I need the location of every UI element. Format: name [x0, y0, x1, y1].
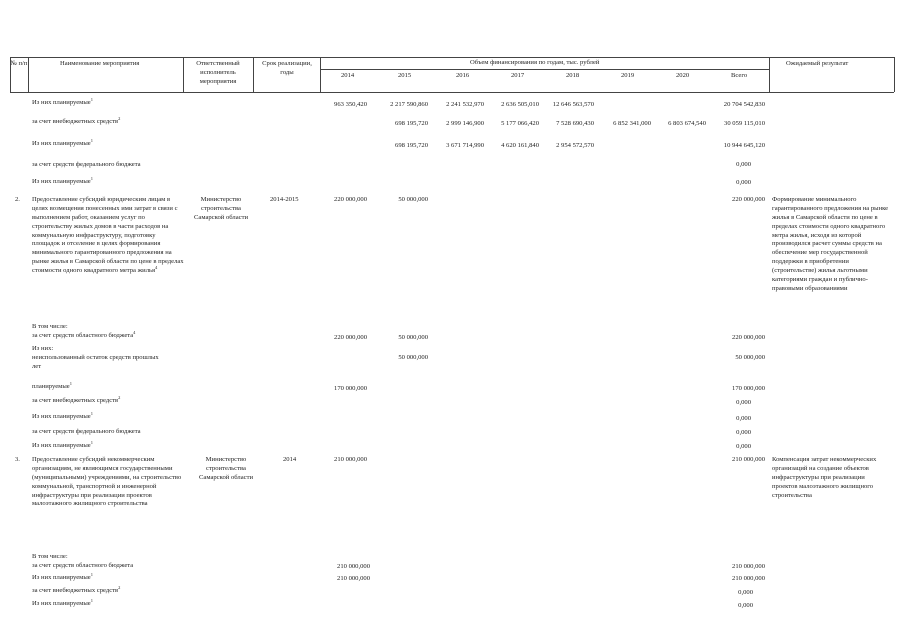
item-number: 3. — [15, 456, 20, 463]
cell-2016: 2 241 532,970 — [446, 101, 484, 108]
header-year-2015: 2015 — [398, 72, 412, 79]
row-label: Из них планируемые$^1$ — [32, 175, 93, 185]
cell-2017: 2 636 505,010 — [501, 101, 539, 108]
header-top-rule — [10, 57, 894, 58]
cell-total: 210 000,000 — [732, 563, 765, 570]
cell-2017: 5 177 066,420 — [501, 120, 539, 127]
cell-2019: 6 852 341,000 — [613, 120, 651, 127]
cell-2016: 2 999 146,900 — [446, 120, 484, 127]
column-divider — [894, 57, 895, 92]
row-label: неиспользованный остаток средств прошлых лет — [32, 354, 159, 370]
cell-2014: 220 000,000 — [334, 334, 367, 341]
cell-2017: 4 620 161,840 — [501, 142, 539, 149]
column-divider — [183, 57, 184, 92]
header-executor: Ответственный исполнитель мероприятия — [196, 60, 240, 85]
row-label: Из них планируемые$^1$ — [32, 137, 93, 147]
item-name: Предоставление субсидий юридическим лицам в целях возмещения понесенных ими затрат в связи с выполнением работ, оказанием услуг по строительству жилых домов в части расходов на коммунальную инфраструктуру, подготовку площадок и отселение в целях формирования минимального гарантированного предложения на рынке жилья в Самарской области по цене в пределах стоимости одного квадратного метра жилья$^4$ — [32, 196, 184, 275]
cell-2015: 698 195,720 — [395, 142, 428, 149]
item-executor: Министерство строительства Самарской области — [199, 456, 253, 481]
cell-total: 210 000,000 — [732, 456, 765, 463]
header-term: Срок реализации, годы — [262, 60, 312, 76]
cell-total: 0,000 — [736, 429, 751, 436]
row-label: за счет средств областного бюджета — [32, 562, 134, 569]
cell-2014: 210 000,000 — [337, 575, 370, 582]
cell-total: 0,000 — [738, 602, 753, 609]
cell-total: 0,000 — [738, 589, 753, 596]
subsection-label: В том числе: — [32, 323, 68, 330]
header-result: Ожидаемый результат — [786, 60, 849, 67]
item-name: Предоставление субсидий некоммерческим организациям, не являющимся государственными (муниципальными) учреждениями, на строительство коммунальной, транспортной и инженерной инфраструктуры при реализации проектов малоэтажного жилищного строительства — [32, 456, 182, 508]
header-name: Наименование мероприятия — [60, 60, 140, 67]
cell-2020: 6 803 674,540 — [668, 120, 706, 127]
row-label: за счет средств федерального бюджета — [32, 428, 141, 435]
row-label: планируемые$^1$ — [32, 380, 72, 390]
row-label: Из них планируемые$^1$ — [32, 571, 93, 581]
cell-2014: 210 000,000 — [337, 563, 370, 570]
row-label: за счет внебюджетных средств$^2$ — [32, 394, 121, 404]
cell-2014: 220 000,000 — [334, 196, 367, 203]
row-label: Из них планируемые$^1$ — [32, 410, 93, 420]
cell-2018: 12 646 563,570 — [552, 101, 594, 108]
header-year-2017: 2017 — [511, 72, 525, 79]
cell-total: 0,000 — [736, 415, 751, 422]
row-label: Из них планируемые$^1$ — [32, 439, 93, 449]
header-year-2019: 2019 — [621, 72, 635, 79]
row-label: за счет внебюджетных средств$^2$ — [32, 115, 121, 125]
header-year-2018: 2018 — [566, 72, 580, 79]
cell-total: 220 000,000 — [732, 334, 765, 341]
cell-total: 0,000 — [736, 443, 751, 450]
cell-2015: 2 217 590,860 — [390, 101, 428, 108]
row-label: Из них планируемые$^1$ — [32, 597, 93, 607]
cell-2018: 2 954 572,570 — [556, 142, 594, 149]
row-label: Из них планируемые$^1$ — [32, 96, 93, 106]
header-year-2014: 2014 — [341, 72, 355, 79]
cell-2014: 963 350,420 — [334, 101, 367, 108]
cell-total: 10 944 645,120 — [723, 142, 765, 149]
header-year-2016: 2016 — [456, 72, 470, 79]
cell-2014: 170 000,000 — [334, 385, 367, 392]
cell-2014: 210 000,000 — [334, 456, 367, 463]
funding-subheader-rule — [320, 69, 769, 70]
header-funding: Объем финансирования по годам, тыс. рублей — [470, 59, 600, 66]
column-divider — [28, 57, 29, 92]
cell-2015: 50 000,000 — [398, 334, 428, 341]
subsection-label: В том числе: — [32, 553, 68, 560]
cell-total: 20 704 542,830 — [723, 101, 765, 108]
column-divider — [253, 57, 254, 92]
header-num: № п/п — [10, 60, 28, 67]
item-number: 2. — [15, 196, 20, 203]
cell-2015: 698 195,720 — [395, 120, 428, 127]
cell-total: 30 059 115,010 — [724, 120, 765, 127]
header-year-2020: 2020 — [676, 72, 690, 79]
cell-2015: 50 000,000 — [398, 354, 428, 361]
column-divider — [320, 57, 321, 92]
cell-total: 210 000,000 — [732, 575, 765, 582]
row-label: за счет средств федерального бюджета — [32, 161, 141, 168]
item-term: 2014 — [283, 456, 297, 463]
item-result: Формирование минимального гарантированного предложения на рынке жилья в Самарской области по цене в пределах стоимости одного квадратного метра жилья, исходя из которой производился расчет суммы средств на обеспечение мер государственной поддержки в приобретении (строительстве) жилья льготными категориями граждан и публично-правовыми образованиями — [772, 196, 889, 292]
cell-total: 0,000 — [736, 399, 751, 406]
header-bottom-rule — [10, 92, 894, 93]
row-label: за счет средств областного бюджета$^4$ — [32, 329, 136, 339]
cell-total: 0,000 — [736, 179, 751, 186]
column-divider — [769, 57, 770, 92]
row-label: за счет внебюджетных средств$^2$ — [32, 584, 121, 594]
cell-total: 170 000,000 — [732, 385, 765, 392]
item-term: 2014-2015 — [270, 196, 299, 203]
cell-total: 50 000,000 — [735, 354, 765, 361]
item-executor: Министерство строительства Самарской области — [194, 196, 248, 221]
subsection-label: Из них: — [32, 345, 54, 352]
cell-2016: 3 671 714,990 — [446, 142, 484, 149]
item-result: Компенсация затрат некоммерческих организаций на создание объектов инфраструктуры при реализации проектов малоэтажного жилищного строительства — [772, 456, 877, 499]
cell-2018: 7 528 690,430 — [556, 120, 594, 127]
cell-2015: 50 000,000 — [398, 196, 428, 203]
header-total: Всего — [731, 72, 748, 79]
cell-total: 0,000 — [736, 161, 751, 168]
cell-total: 220 000,000 — [732, 196, 765, 203]
